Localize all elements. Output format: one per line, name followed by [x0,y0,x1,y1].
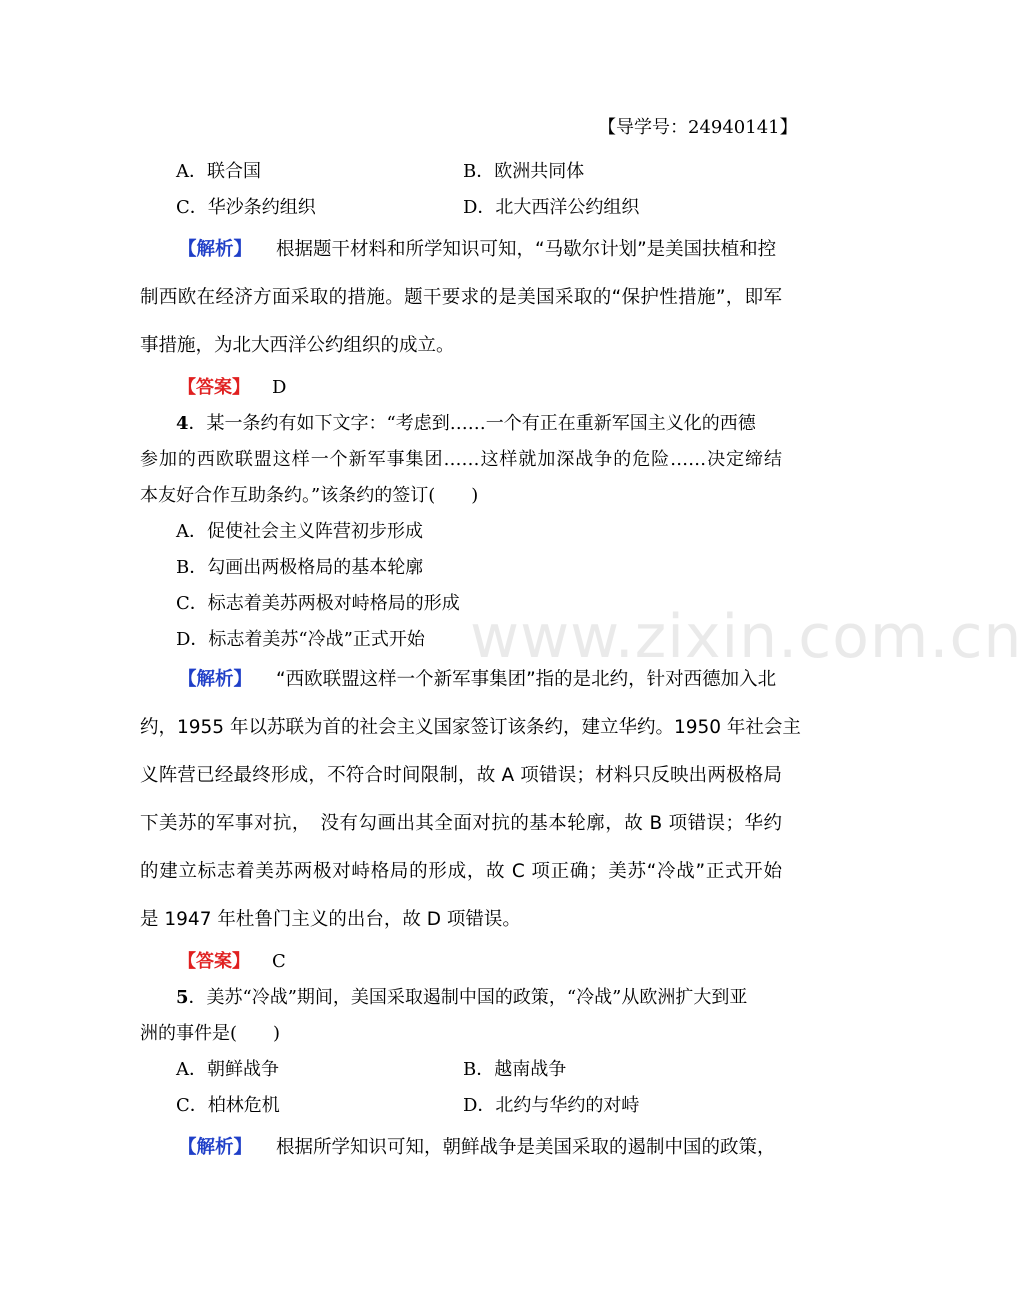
guide-number: 【导学号：24940141】 [598,117,798,138]
q4-analysis-line-4: 下美苏的军事对抗， 没有勾画出其全面对抗的基本轮廓，故 B 项错误；华约 [140,813,782,834]
q5-analysis-line-1: 根据所学知识可知，朝鲜战争是美国采取的遏制中国的政策， [276,1137,776,1158]
q3-analysis-tag: 【解析】 [178,239,253,260]
q4-analysis [178,668,776,692]
q4-stem-line-3: 本友好合作互助条约。”该条约的签订( ) [140,485,479,506]
q5-analysis [178,1136,776,1160]
q4-answer-value: C [272,951,286,972]
q3-analysis-line-3: 事措施，为北大西洋公约组织的成立。 [140,335,455,356]
q4-number: 4 [176,413,189,434]
q3-analysis-line-2: 制西欧在经济方面采取的措施。题干要求的是美国采取的“保护性措施”，即军 [140,287,782,308]
q5-analysis-tag: 【解析】 [178,1137,253,1158]
q3-option-d: D．北大西洋公约组织 [463,197,640,218]
q4-stem [176,412,756,436]
q4-answer [178,950,286,974]
q4-option-c: C．标志着美苏两极对峙格局的形成 [176,593,460,614]
q3-option-b: B．欧洲共同体 [463,161,585,182]
q3-analysis [178,238,776,262]
q4-option-d: D．标志着美苏“冷战”正式开始 [176,629,425,650]
q4-analysis-line-5: 的建立标志着美苏两极对峙格局的形成，故 C 项正确；美苏“冷战”正式开始 [140,861,782,882]
q4-analysis-line-2: 约，1955 年以苏联为首的社会主义国家签订该条约，建立华约。1950 年社会主 [140,717,801,738]
q4-option-a: A．促使社会主义阵营初步形成 [176,521,423,542]
q3-option-a: A．联合国 [176,161,261,182]
q3-analysis-line-1: 根据题干材料和所学知识可知，“马歇尔计划”是美国扶植和控 [276,239,777,260]
q4-option-b: B．勾画出两极格局的基本轮廓 [176,557,424,578]
watermark: www.zixin.com.cn [470,602,1022,672]
q4-analysis-tag: 【解析】 [178,669,253,690]
q3-answer-value: D [272,377,287,398]
q4-answer-tag: 【答案】 [178,951,250,972]
q5-option-b: B．越南战争 [463,1059,567,1080]
q5-stem-line-1: ．美苏“冷战”期间，美国采取遏制中国的政策，“冷战”从欧洲扩大到亚 [188,987,748,1008]
q3-answer [178,376,286,400]
q4-analysis-line-3: 义阵营已经最终形成，不符合时间限制，故 A 项错误；材料只反映出两极格局 [140,765,782,786]
q5-number: 5 [176,987,189,1008]
q3-option-c: C．华沙条约组织 [176,197,316,218]
q4-stem-line-1: ．某一条约有如下文字：“考虑到……一个有正在重新军国主义化的西德 [188,413,756,434]
q4-analysis-line-1: “西欧联盟这样一个新军事集团”指的是北约，针对西德加入北 [276,669,777,690]
q5-option-a: A．朝鲜战争 [176,1059,279,1080]
q4-stem-line-2: 参加的西欧联盟这样一个新军事集团……这样就加深战争的危险……决定缔结 [140,449,782,470]
q5-stem-line-2: 洲的事件是( ) [140,1023,281,1044]
q5-option-d: D．北约与华约的对峙 [463,1095,640,1116]
q5-stem [176,986,747,1010]
q4-analysis-line-6: 是 1947 年杜鲁门主义的出台，故 D 项错误。 [140,909,521,930]
q5-option-c: C．柏林危机 [176,1095,280,1116]
q3-answer-tag: 【答案】 [178,377,250,398]
